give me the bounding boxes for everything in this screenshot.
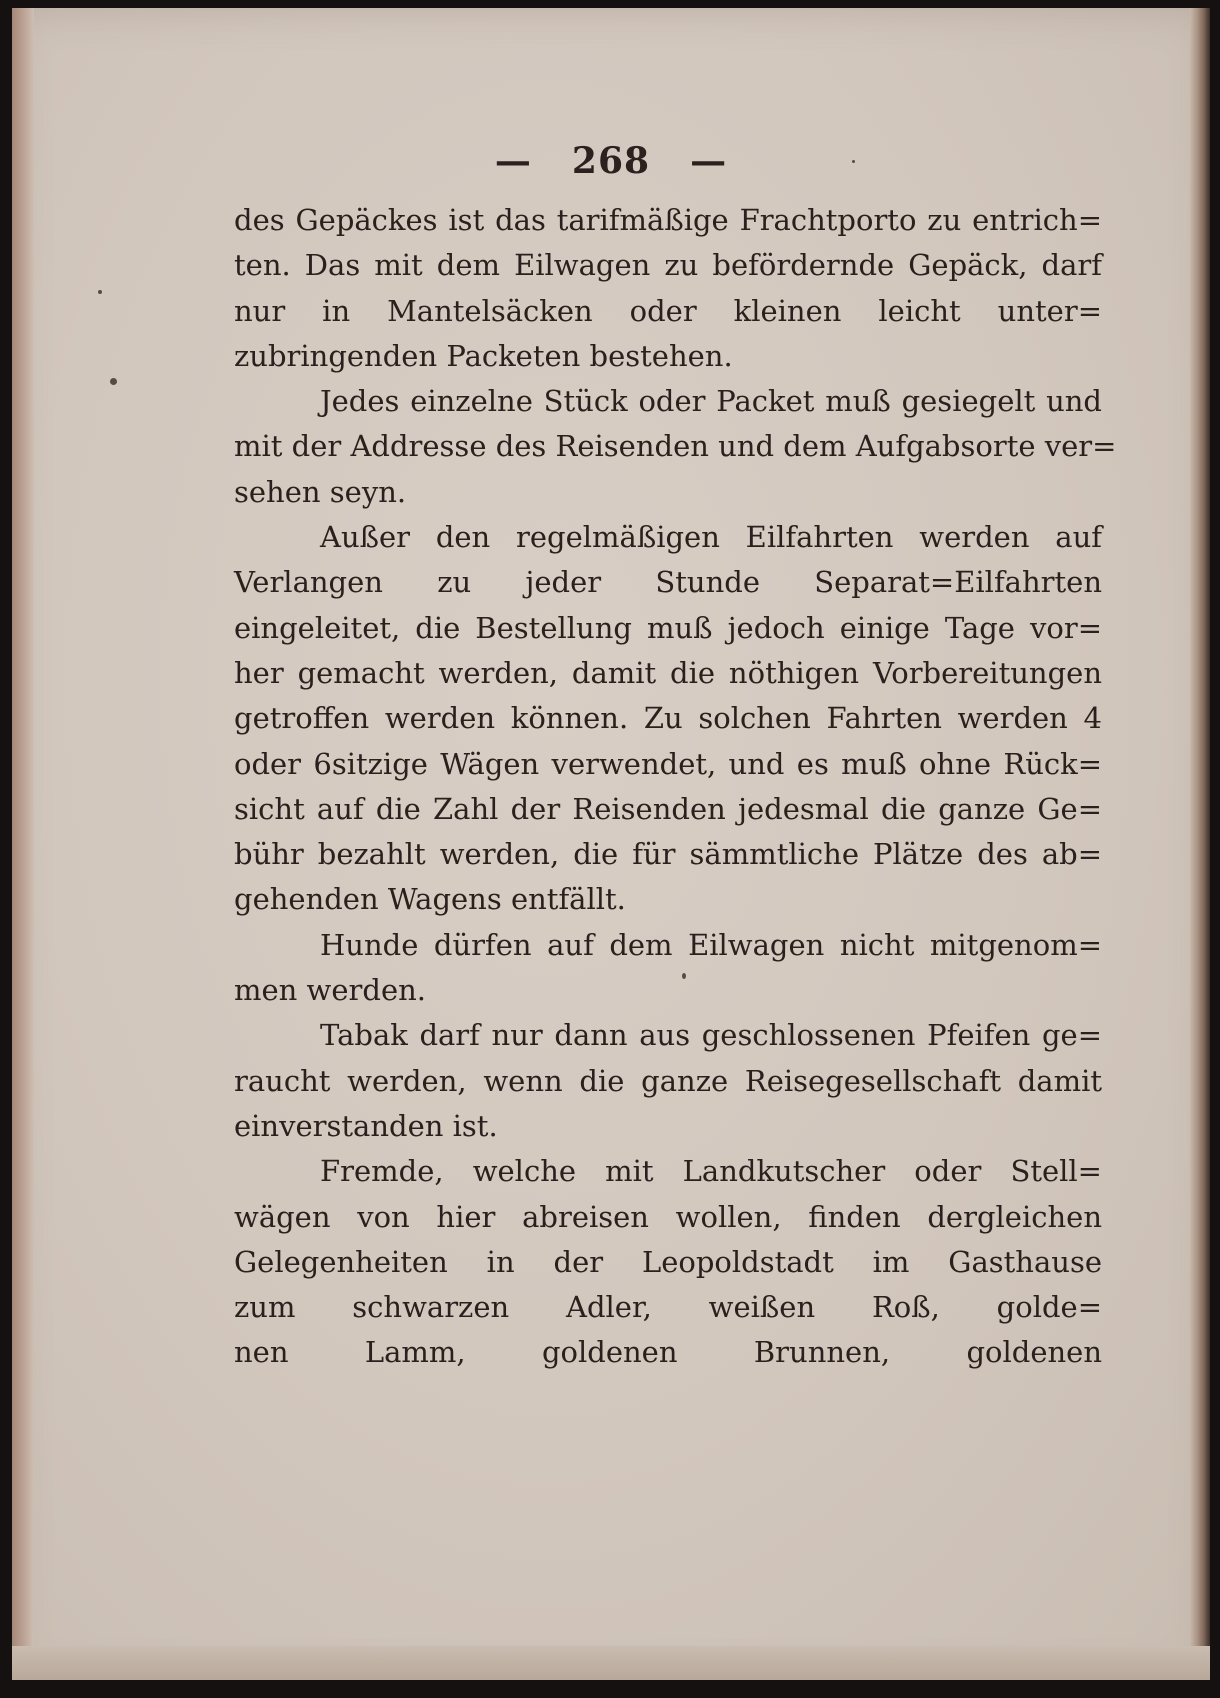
- text-line: getroffen werden können. Zu solchen Fahrten werden 4: [234, 701, 1102, 736]
- text-line: gehenden Wagens entfällt.: [234, 882, 626, 917]
- text-line: Gelegenheiten in der Leopoldstadt im Gasthause: [234, 1244, 1102, 1279]
- text-line: Außer den regelmäßigen Eilfahrten werden auf: [320, 520, 1102, 555]
- text-line: nur in Mantelsäcken oder kleinen leicht unter=: [234, 293, 1102, 328]
- text-line: mit der Addresse des Reisenden und dem Aufgabsorte ver=: [234, 429, 1117, 464]
- text-line: des Gepäckes ist das tarifmäßige Frachtporto zu entrich=: [234, 203, 1102, 237]
- text-line: Fremde, welche mit Landkutscher oder Stell=: [320, 1154, 1102, 1189]
- text-line: Hunde dürfen auf dem Eilwagen nicht mitgenom=: [320, 927, 1102, 962]
- paper-speck: [852, 160, 855, 163]
- paper-speck: [110, 378, 117, 385]
- text-line: oder 6sitzige Wägen verwendet, und es muß ohne Rück=: [234, 746, 1102, 781]
- text-line: wägen von hier abreisen wollen, finden dergleichen: [234, 1199, 1102, 1234]
- text-line: men werden.: [234, 973, 427, 1008]
- header-dash-right: —: [690, 140, 728, 182]
- text-line: Tabak darf nur dann aus geschlossenen Pfeifen ge=: [320, 1018, 1102, 1053]
- text-line: sehen seyn.: [234, 474, 407, 509]
- page-edge-right: [1190, 8, 1210, 1680]
- book-page: [12, 8, 1210, 1680]
- page-edge-bottom: [12, 1646, 1210, 1680]
- page-header: [12, 140, 1210, 182]
- text-line: eingeleitet, die Bestellung muß jedoch einige Tage vor=: [234, 610, 1102, 645]
- text-line: her gemacht werden, damit die nöthigen Vorbereitungen: [234, 655, 1102, 690]
- text-line: nen Lamm, goldenen Brunnen, goldenen: [234, 1335, 1102, 1370]
- text-line: einverstanden ist.: [234, 1108, 498, 1143]
- text-line: zum schwarzen Adler, weißen Roß, golde=: [234, 1290, 1102, 1325]
- text-line: raucht werden, wenn die ganze Reisegesellschaft damit: [234, 1063, 1102, 1098]
- text-line: Jedes einzelne Stück oder Packet muß gesiegelt und: [320, 384, 1102, 419]
- paper-speck: [682, 973, 686, 979]
- text-line: zubringenden Packeten bestehen.: [234, 338, 733, 373]
- paper-speck: [98, 290, 102, 294]
- text-line: ten. Das mit dem Eilwagen zu befördernde Gepäck, darf: [234, 248, 1102, 283]
- text-line: Verlangen zu jeder Stunde Separat=Eilfahrten: [234, 565, 1102, 600]
- text-line: sicht auf die Zahl der Reisenden jedesmal die ganze Ge=: [234, 791, 1102, 826]
- text-line: bühr bezahlt werden, die für sämmtliche Plätze des ab=: [234, 837, 1102, 872]
- body-text: [234, 198, 1117, 1376]
- header-dash-left: —: [494, 140, 532, 182]
- page-number: 268: [571, 140, 651, 182]
- page-gutter-left: [12, 8, 34, 1680]
